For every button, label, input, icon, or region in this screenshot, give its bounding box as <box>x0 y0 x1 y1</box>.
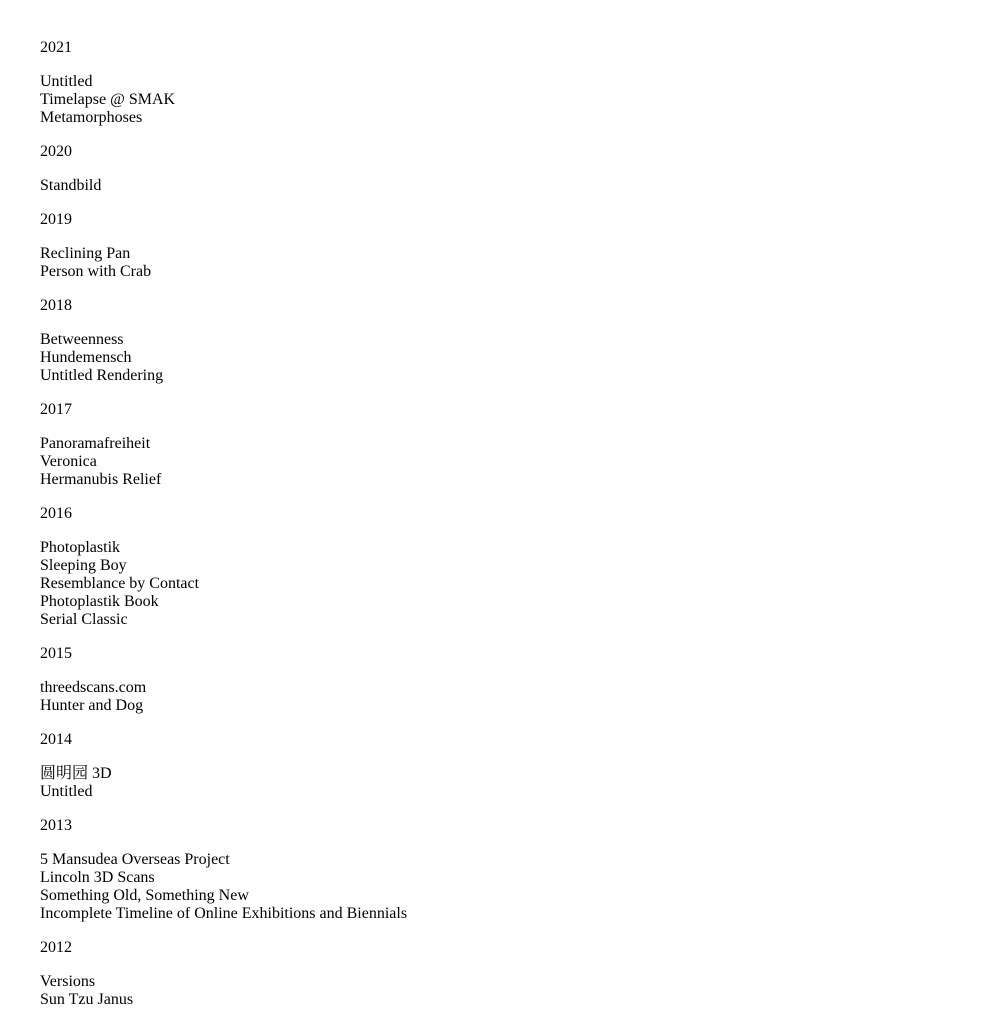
work-link[interactable]: Standbild <box>40 177 102 194</box>
works-list <box>40 765 940 801</box>
year-section <box>40 211 940 281</box>
work-link[interactable]: Untitled <box>40 783 93 800</box>
year-heading: 2013 <box>40 817 72 834</box>
year-heading: 2021 <box>40 39 72 56</box>
work-link[interactable]: Photoplastik Book <box>40 593 159 610</box>
work-link[interactable]: Untitled Rendering <box>40 367 164 384</box>
year-heading: 2018 <box>40 297 72 314</box>
work-link[interactable]: Person with Crab <box>40 263 152 280</box>
work-link[interactable]: Versions <box>40 973 96 990</box>
year-section <box>40 401 940 489</box>
year-section <box>40 939 940 1009</box>
work-link[interactable]: Hundemensch <box>40 349 132 366</box>
year-heading: 2015 <box>40 645 72 662</box>
work-link[interactable]: Sun Tzu Janus <box>40 991 134 1008</box>
year-section <box>40 817 940 923</box>
year-section <box>40 645 940 715</box>
work-link[interactable]: Sleeping Boy <box>40 557 127 574</box>
year-section <box>40 297 940 385</box>
works-list <box>40 679 940 715</box>
year-heading: 2012 <box>40 939 72 956</box>
work-link[interactable]: Reclining Pan <box>40 245 131 262</box>
work-link[interactable]: Serial Classic <box>40 611 128 628</box>
year-heading: 2016 <box>40 505 72 522</box>
works-list <box>40 245 940 281</box>
work-link[interactable]: Timelapse @ SMAK <box>40 91 176 108</box>
works-list <box>40 73 940 127</box>
work-link[interactable]: 5 Mansudea Overseas Project <box>40 851 230 868</box>
year-heading: 2019 <box>40 211 72 228</box>
work-link[interactable]: Lincoln 3D Scans <box>40 869 155 886</box>
work-link[interactable]: Panoramafreiheit <box>40 435 151 452</box>
year-heading: 2020 <box>40 143 72 160</box>
year-heading: 2017 <box>40 401 72 418</box>
works-index <box>40 39 940 1025</box>
works-list <box>40 435 940 489</box>
works-list <box>40 973 940 1009</box>
work-link[interactable]: Betweenness <box>40 331 124 348</box>
work-link[interactable]: Incomplete Timeline of Online Exhibitions and Biennials <box>40 905 408 922</box>
year-section <box>40 731 940 801</box>
work-link[interactable]: Hermanubis Relief <box>40 471 162 488</box>
work-link[interactable]: threedscans.com <box>40 679 147 696</box>
year-section <box>40 39 940 127</box>
works-list <box>40 177 940 195</box>
work-link[interactable]: Something Old, Something New <box>40 887 249 904</box>
works-list <box>40 331 940 385</box>
work-link[interactable]: Metamorphoses <box>40 109 143 126</box>
work-link[interactable]: 圆明园 3D <box>40 765 112 782</box>
work-link[interactable]: Veronica <box>40 453 97 470</box>
works-list <box>40 539 940 629</box>
works-list <box>40 851 940 923</box>
work-link[interactable]: Resemblance by Contact <box>40 575 200 592</box>
year-section <box>40 505 940 629</box>
work-link[interactable]: Hunter and Dog <box>40 697 144 714</box>
year-section <box>40 143 940 195</box>
year-heading: 2014 <box>40 731 72 748</box>
work-link[interactable]: Untitled <box>40 73 93 90</box>
work-link[interactable]: Photoplastik <box>40 539 121 556</box>
